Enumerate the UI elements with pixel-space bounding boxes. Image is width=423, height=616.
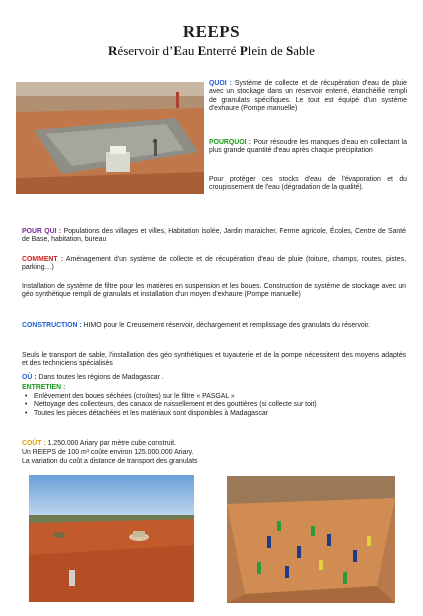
cout-line-2: Un REEPS de 100 m³ coûte environ 125.000.000 Ariary.	[22, 449, 194, 456]
list-item: • Toutes les pièces détachées et les matériaux sont disponibles à Madagascar	[22, 410, 406, 418]
cout-paragraph	[22, 440, 406, 448]
cout-label: COÛT :	[22, 440, 46, 447]
quoi-text: Système de collecte et de récupération d'eau de pluie avec un stockage dans un réservoir enterré, étanchéifié rempli de granulats spécifiques. Le tout est équipé d'un système d'exhaure (Pompe manuelle)	[209, 80, 407, 113]
quoi-paragraph	[209, 80, 407, 114]
construction-label: CONSTRUCTION :	[22, 322, 82, 329]
construction-text: HIMO pour le Creusement réservoir, déchargement et remplissage des granulats du réservoir.	[83, 322, 371, 329]
list-item: • Nettoyage des collecteurs, des canaux de ruissellement et des gouttières (si collecte sur toit)	[22, 401, 406, 409]
comment-paragraph	[22, 256, 406, 273]
pourquoi-paragraph-2: Pour protéger ces stocks d'eau de l'évaporation et du croupissement de l'eau (dégradation de la qualité).	[209, 176, 407, 192]
reservoir-photo	[16, 82, 204, 194]
entretien-heading: ENTRETIEN :	[22, 384, 66, 391]
page-title: REEPS	[182, 22, 241, 41]
pourqui-label: POUR QUI :	[22, 228, 62, 235]
pourqui-paragraph	[22, 228, 406, 245]
construction-paragraph-2: Seuls le transport de sable, l'installation des géo synthétiques et tuyauterie et de la pompe nécessitent des moyens adaptés et des techniciens spécialisés	[22, 352, 406, 368]
ou-label: OÙ :	[22, 374, 37, 381]
construction-photo	[227, 476, 395, 603]
ou-text: Dans toutes les régions de Madagascar .	[38, 374, 164, 381]
list-item: • Enlèvement des boues séchées (croûtes) sur le filtre « PASGAL »	[22, 393, 406, 401]
comment-label: COMMENT :	[22, 256, 64, 263]
comment-paragraph-2: Installation de système de filtre pour les matières en suspension et les boues. Construction de système de stockage avec un géo synthétique rempli de granulats et installation d'un moyen d'exhaure (Pompe manuelle)	[22, 283, 406, 299]
pourqui-text: Populations des villages et villes, Habitation isolée, Jardin maraicher, Ferme agricole, Écoles, Centre de Santé de Base, habitation, bureau	[22, 228, 406, 244]
ou-paragraph	[22, 374, 406, 382]
pourquoi-label: POURQUOI :	[209, 139, 252, 146]
construction-paragraph	[22, 322, 406, 330]
pourquoi-paragraph	[209, 139, 407, 156]
page-subtitle: Réservoir d’Eau Enterré Plein de Sable	[108, 43, 315, 58]
pourquoi-text: Pour résoudre les manques d'eau en collectant la plus grande quantité d'eau après chaque précipitation	[209, 139, 407, 155]
cout-line-3: La variation du coût a distance de transport des granulats	[22, 458, 198, 465]
landscape-photo	[29, 475, 194, 602]
comment-text: Aménagement d'un système de collecte et de récupération d'eau de pluie (toiture, champs, routes, pistes, parking…)	[22, 256, 406, 272]
cout-text: 1.250.000 Ariary par mètre cube construit.	[47, 440, 176, 447]
entretien-list	[22, 393, 406, 418]
quoi-label: QUOI :	[209, 80, 232, 87]
